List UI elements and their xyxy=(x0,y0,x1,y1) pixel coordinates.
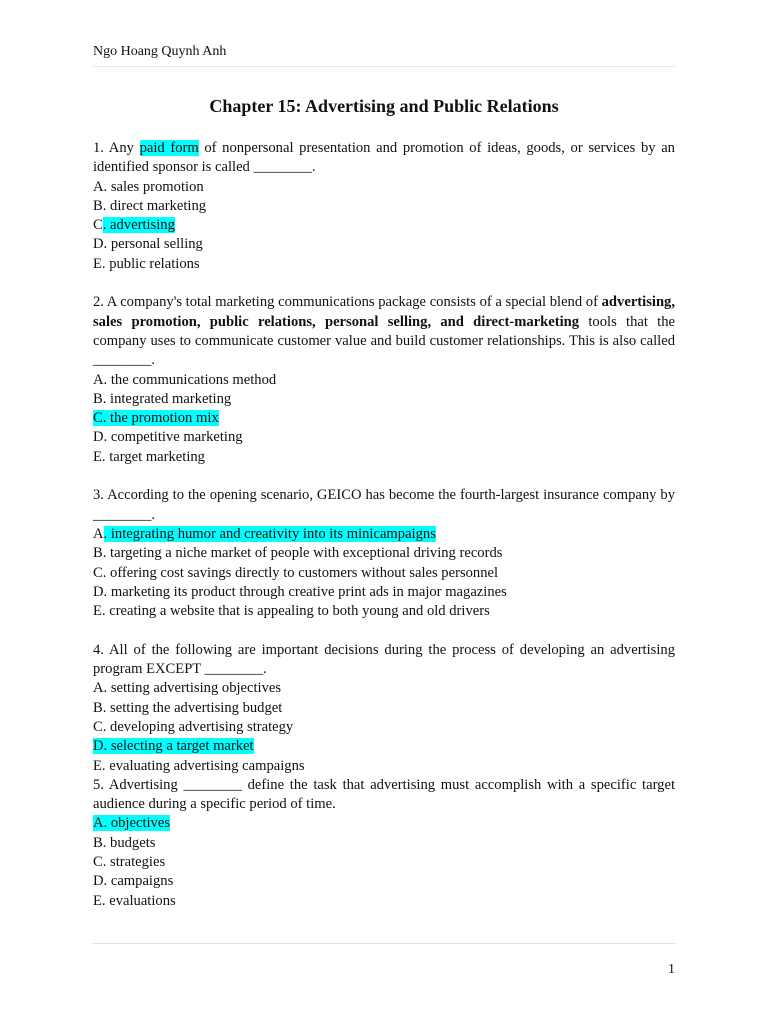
option-a: A. sales promotion xyxy=(93,178,204,195)
option-b: B. integrated marketing xyxy=(93,390,232,407)
option-c: C. strategies xyxy=(93,853,166,870)
option-d: D. campaigns xyxy=(93,873,174,890)
option-e: E. target marketing xyxy=(93,448,205,465)
highlighted-answer: C. the promotion mix xyxy=(93,410,219,427)
highlighted-answer: D. selecting a target market xyxy=(93,738,254,755)
highlighted-answer: . advertising xyxy=(102,217,175,234)
highlighted-answer: . integrating humor and creativity into its minicampaigns xyxy=(103,525,436,542)
option-d-answer xyxy=(93,737,675,756)
question-2 xyxy=(93,293,675,467)
question-2-stem: 2. A company's total marketing communications package consists of a special blend of advertising, sales promotion, public relations, personal selling, and direct-marketing tools that the company uses to communicate customer value and build customer relationships. This is also called ________. xyxy=(93,294,675,369)
question-5-stem: 5. Advertising ________ define the task that advertising must accomplish with a specific target audience during a specific period of time. xyxy=(93,776,675,813)
option-c: C. developing advertising strategy xyxy=(93,718,294,735)
option-e: E. public relations xyxy=(93,255,200,272)
footer-divider xyxy=(93,943,675,944)
option-e: E. evaluations xyxy=(93,892,176,909)
option-c-answer xyxy=(93,409,675,428)
option-d: D. personal selling xyxy=(93,236,203,253)
option-b: B. setting the advertising budget xyxy=(93,699,283,716)
option-d: D. marketing its product through creative print ads in major magazines xyxy=(93,583,507,600)
option-d: D. competitive marketing xyxy=(93,429,243,446)
bold-text: advertising, sales promotion, public relations, personal selling, and direct-marketing xyxy=(93,294,675,330)
option-b: B. direct marketing xyxy=(93,197,207,214)
option-e: E. evaluating advertising campaigns xyxy=(93,757,305,774)
question-3 xyxy=(93,486,675,621)
option-a-answer: A. integrating humor and creativity into its minicampaigns xyxy=(93,525,436,542)
page-number: 1 xyxy=(668,962,675,977)
page-header: Ngo Hoang Quynh Anh xyxy=(93,44,675,67)
question-1-stem: 1. Any paid form of nonpersonal presentation and promotion of ideas, goods, or services by an identified sponsor is called ________. xyxy=(93,140,675,176)
option-b: B. targeting a niche market of people with exceptional driving records xyxy=(93,545,503,562)
highlighted-text: paid form xyxy=(139,140,199,156)
option-c-answer: C. advertising xyxy=(93,217,175,234)
option-b: B. budgets xyxy=(93,834,156,851)
question-list xyxy=(93,139,675,911)
option-a: A. setting advertising objectives xyxy=(93,680,282,697)
question-5 xyxy=(93,776,675,911)
question-4 xyxy=(93,641,675,776)
question-3-stem: 3. According to the opening scenario, GEICO has become the fourth-largest insurance company by ________. xyxy=(93,487,675,523)
option-e: E. creating a website that is appealing to both young and old drivers xyxy=(93,603,490,620)
chapter-title: Chapter 15: Advertising and Public Relations xyxy=(209,96,559,116)
option-a: A. the communications method xyxy=(93,371,277,388)
question-1 xyxy=(93,139,675,274)
option-a-answer xyxy=(93,814,675,833)
question-4-stem: 4. All of the following are important decisions during the process of developing an advertising program EXCEPT ________. xyxy=(93,641,675,678)
option-c: C. offering cost savings directly to customers without sales personnel xyxy=(93,564,499,581)
highlighted-answer: A. objectives xyxy=(93,815,171,832)
